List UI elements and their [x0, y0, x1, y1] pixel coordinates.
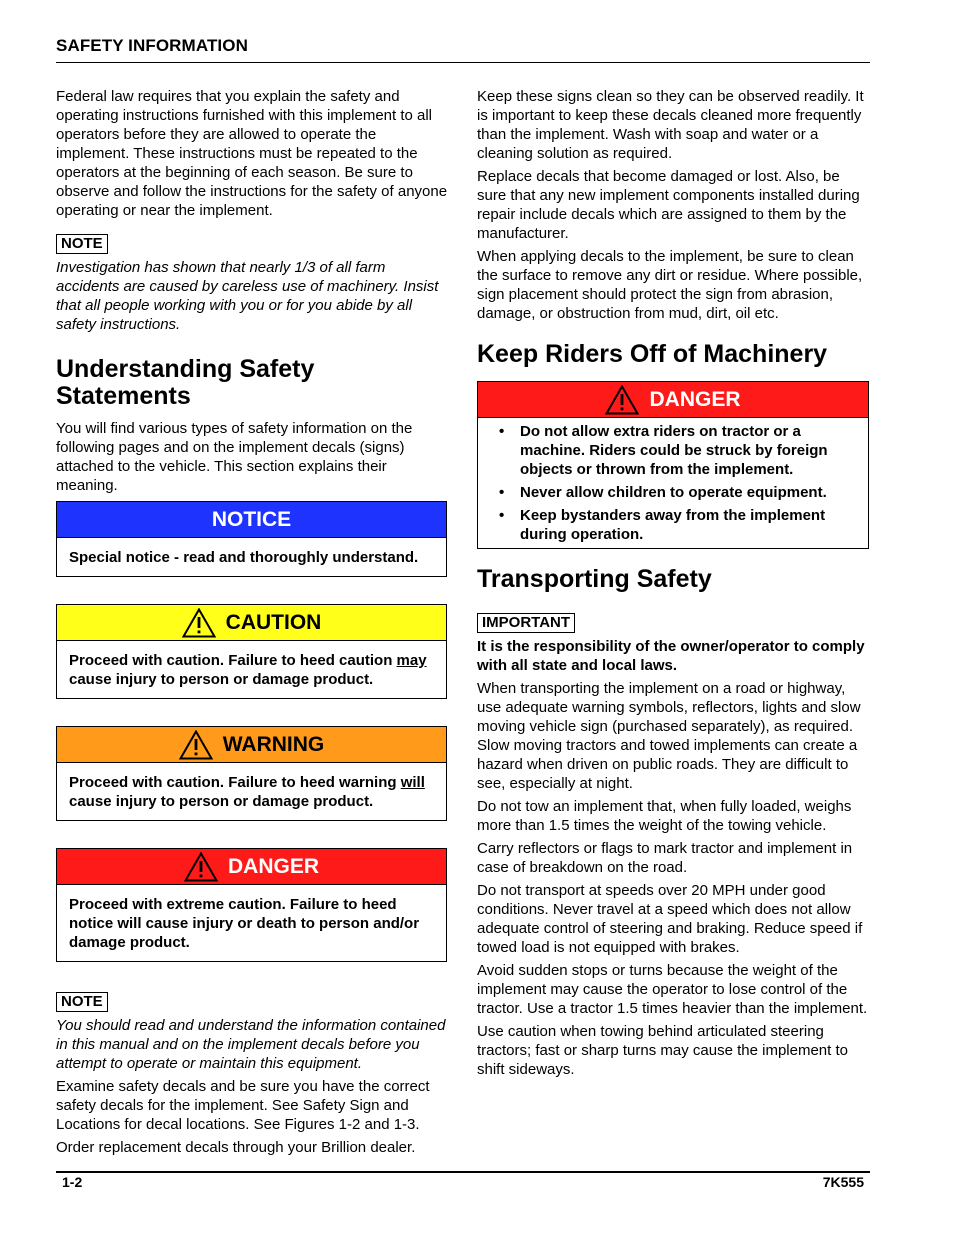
- page-header-title: SAFETY INFORMATION: [56, 36, 248, 55]
- riders-danger-box: [477, 381, 869, 549]
- decals-replace-paragraph: Replace decals that become damaged or lost. Also, be sure that any new implement components installed during repair include decals which are assigned to them by the manufacturer.: [477, 168, 860, 242]
- warning-triangle-icon: [179, 730, 213, 760]
- important-text: It is the responsibility of the owner/operator to comply with all state and local laws.: [477, 638, 865, 674]
- section-title-riders: Keep Riders Off of Machinery: [477, 340, 828, 368]
- footer-page-number: 1-2: [62, 1174, 83, 1190]
- caution-label: CAUTION: [225, 610, 322, 634]
- notice-label: NOTICE: [211, 507, 292, 531]
- right-column: [477, 87, 869, 1083]
- warning-triangle-icon: [182, 608, 216, 638]
- warning-box: [56, 726, 447, 821]
- danger-label: DANGER: [649, 387, 741, 411]
- notice-bar: [57, 502, 446, 538]
- examine-paragraph: Examine safety decals and be sure you have the correct safety decals for the implement. See Safety Sign and Locations for decal locations. See Figures 1-2 and 1-3.: [56, 1078, 430, 1133]
- note-label-2: NOTE: [56, 992, 108, 1012]
- caution-box: [56, 604, 447, 699]
- transport-paragraph: Carry reflectors or flags to mark tractor and implement in case of breakdown on the road.: [477, 840, 853, 876]
- notice-text: Special notice - read and thoroughly understand.: [69, 549, 419, 566]
- riders-bullet-list: [492, 422, 856, 544]
- footer-rule: [56, 1171, 870, 1173]
- warning-label: WARNING: [222, 732, 325, 756]
- danger-label: DANGER: [227, 854, 319, 878]
- warning-text: Proceed with caution. Failure to heed warning will cause injury to person or damage product.: [69, 774, 425, 810]
- transport-paragraph: Do not transport at speeds over 20 MPH under good conditions. Never travel at a speed which does not allow adequate control of steering and braking. Reduce speed if towed load is not equipped with brakes.: [477, 882, 863, 956]
- transport-paragraph: When transporting the implement on a road or highway, use adequate warning symbols, reflectors, lights and slow moving vehicle sign (purchased separately), as required. Slow moving tractors and towed implements can create a hazard when driven on public roads. They are difficult to see, especially at night.: [477, 680, 861, 792]
- section-intro: You will find various types of safety information on the following pages and on the implement decals (signs) attached to the vehicle. This section explains their meaning.: [56, 420, 413, 494]
- note-label: NOTE: [56, 234, 108, 254]
- decals-apply-paragraph: When applying decals to the implement, be sure to clean the surface to remove any dirt or residue. Where possible, sign placement should protect the sign from abrasion, damage, or obstruction from mud, dirt, oil etc.: [477, 248, 863, 322]
- list-item: • Do not allow extra riders on tractor or a machine. Riders could be struck by foreign objects or thrown from the implement.: [492, 422, 856, 479]
- note-text: Investigation has shown that nearly 1/3 of all farm accidents are caused by careless use of machinery. Insist that all people working with you or for you abide by all safety instructions.: [56, 259, 439, 333]
- danger-bar: [478, 382, 868, 418]
- left-column: [56, 87, 448, 1161]
- section-title-understanding: Understanding Safety Statements: [56, 355, 315, 410]
- danger-box: [56, 848, 447, 962]
- header-rule: [56, 62, 870, 63]
- caution-bar: [57, 605, 446, 641]
- warning-triangle-icon: [184, 852, 218, 882]
- transport-paragraph: Do not tow an implement that, when fully loaded, weighs more than 1.5 times the weight of the towing vehicle.: [477, 798, 852, 834]
- danger-bar: [57, 849, 446, 885]
- footer-doc-number: 7K555: [822, 1174, 864, 1190]
- list-item: • Never allow children to operate equipment.: [492, 483, 856, 502]
- note-text-2: You should read and understand the information contained in this manual and on the implement decals before you attempt to operate or maintain this equipment.: [56, 1017, 446, 1072]
- notice-box: [56, 501, 447, 577]
- decals-clean-paragraph: Keep these signs clean so they can be observed readily. It is important to keep these decals cleaned more frequently than the implement. Wash with soap and water or a cleaning solution as required.: [477, 88, 864, 162]
- caution-text: Proceed with caution. Failure to heed caution may cause injury to person or damage product.: [69, 652, 427, 688]
- section-title-transporting: Transporting Safety: [477, 565, 712, 593]
- intro-paragraph: Federal law requires that you explain the safety and operating instructions furnished with this implement to all operators before they are allowed to operate the implement. These instructions must be repeated to the operators at the beginning of each season. Be sure to observe and follow the instructions for the safety of anyone operating or near the implement.: [56, 88, 448, 219]
- transport-paragraph: Use caution when towing behind articulated steering tractors; fast or sharp turns may cause the implement to shift sideways.: [477, 1023, 848, 1078]
- transport-paragraph: Avoid sudden stops or turns because the weight of the implement may cause the operator to lose control of the tractor. Use a tractor 1.5 times heavier than the implement.: [477, 962, 868, 1017]
- important-label: IMPORTANT: [477, 613, 575, 633]
- warning-bar: [57, 727, 446, 763]
- list-item: • Keep bystanders away from the implement during operation.: [492, 506, 856, 544]
- danger-text: Proceed with extreme caution. Failure to heed notice will cause injury or death to person and/or damage product.: [69, 896, 420, 951]
- order-paragraph: Order replacement decals through your Brillion dealer.: [56, 1139, 416, 1156]
- warning-triangle-icon: [605, 385, 639, 415]
